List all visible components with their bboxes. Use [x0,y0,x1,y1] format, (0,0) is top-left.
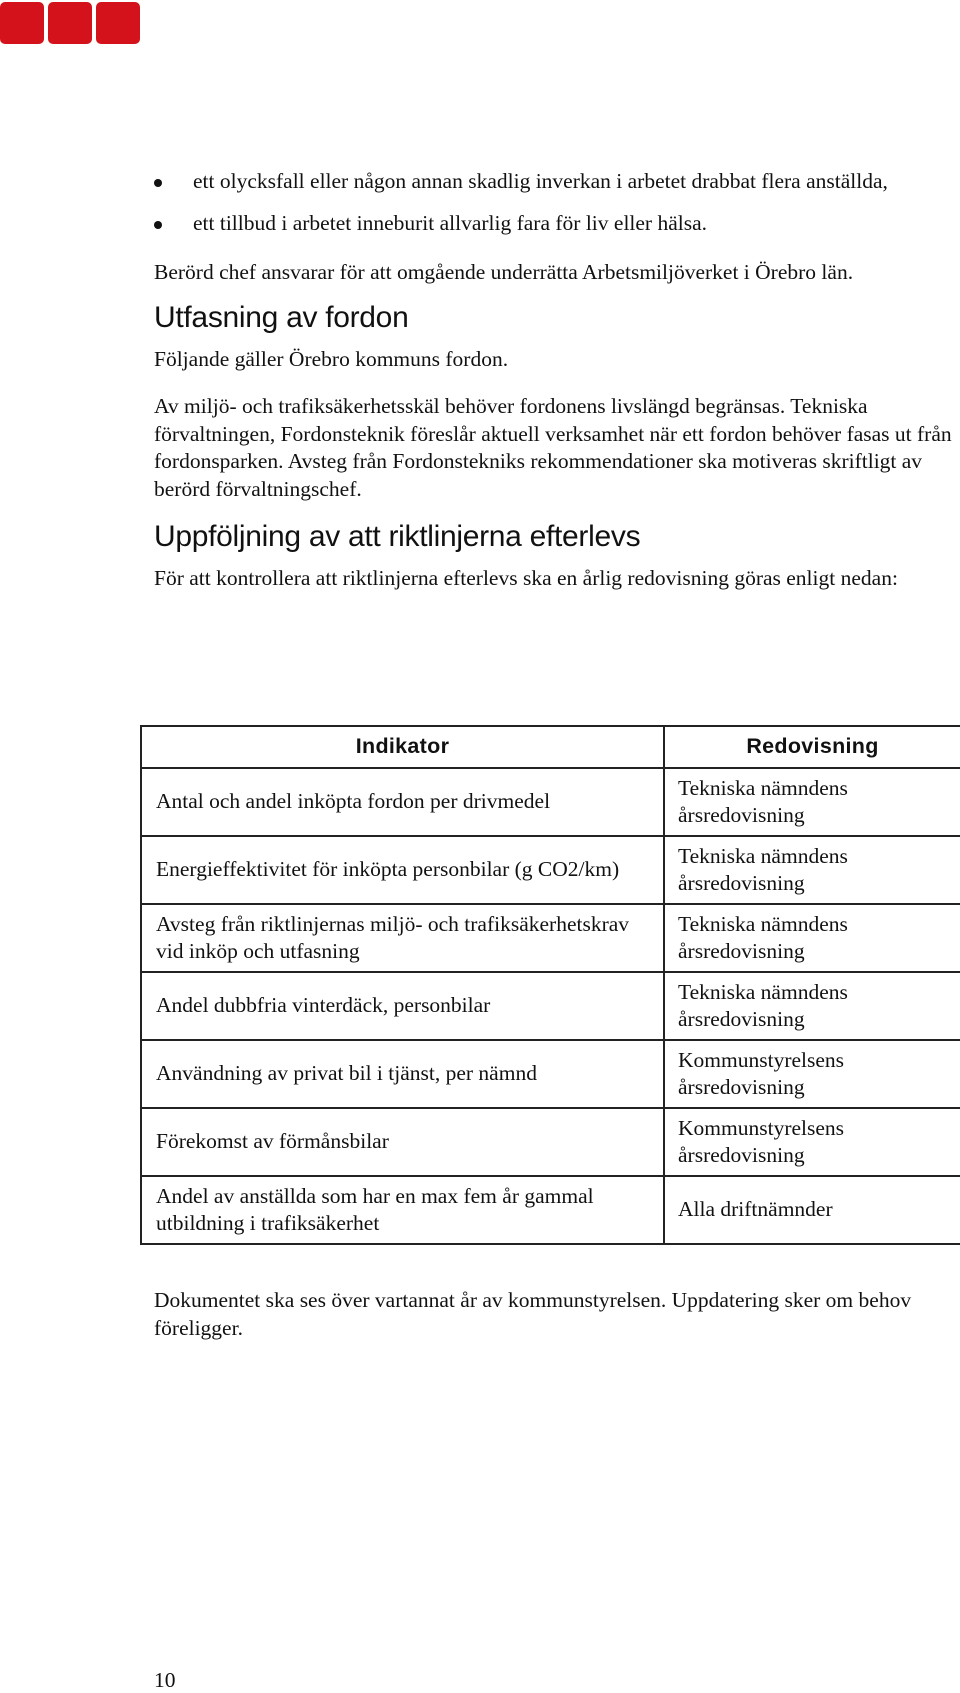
indicator-cell: Förekomst av förmånsbilar [141,1108,664,1176]
table-row [141,1040,960,1108]
closing-paragraph: Dokumentet ska ses över vartannat år av kommunstyrelsen. Uppdatering sker om behov föreligger. [154,1288,912,1340]
followup-intro: För att kontrollera att riktlinjerna efterlevs ska en årlig redovisning göras enligt nedan: [154,566,898,590]
page-content [154,168,954,593]
logo-square [48,2,92,44]
section-heading-followup: Uppföljning av att riktlinjerna efterlevs [154,520,641,553]
bullet-icon [154,221,162,229]
indicator-cell: Avsteg från riktlinjernas miljö- och trafiksäkerhetskrav vid inköp och utfasning [141,904,664,972]
report-cell: Tekniska nämndens årsredovisning [664,904,960,972]
indicator-cell: Användning av privat bil i tjänst, per nämnd [141,1040,664,1108]
report-cell: Tekniska nämndens årsredovisning [664,768,960,836]
report-paragraph: Berörd chef ansvarar för att omgående underrätta Arbetsmiljöverket i Örebro län. [154,260,854,284]
indicator-cell: Andel av anställda som har en max fem år gammal utbildning i trafiksäkerhet [141,1176,664,1244]
bullet-icon [154,179,162,187]
bullet-text: ett tillbud i arbetet inneburit allvarlig fara för liv eller hälsa. [193,210,708,235]
indicator-cell: Energieffektivitet för inköpta personbilar (g CO2/km) [141,836,664,904]
table-row [141,904,960,972]
table-row [141,768,960,836]
report-cell: Alla driftnämnder [664,1176,960,1244]
logo-square [0,2,44,44]
table-row [141,1108,960,1176]
section-heading-phaseout: Utfasning av fordon [154,300,409,334]
indicator-cell: Andel dubbfria vinterdäck, personbilar [141,972,664,1040]
report-cell: Kommunstyrelsens årsredovisning [664,1040,960,1108]
list-item [154,210,954,238]
table-row [141,836,960,904]
table-row [141,972,960,1040]
report-cell: Tekniska nämndens årsredovisning [664,836,960,904]
column-header-indicator: Indikator [141,726,664,768]
bullet-list [154,168,954,237]
bullet-text: ett olycksfall eller någon annan skadlig inverkan i arbetet drabbat flera anställda, [193,169,888,193]
logo-square [96,2,140,44]
indicator-table [140,725,960,1245]
table-header-row [141,726,960,768]
page-number: 10 [154,1668,176,1692]
logo [0,2,140,44]
indicator-cell: Antal och andel inköpta fordon per drivmedel [141,768,664,836]
table-row [141,1176,960,1244]
report-cell: Kommunstyrelsens årsredovisning [664,1108,960,1176]
phaseout-body: Av miljö- och trafiksäkerhetsskäl behöver fordonens livslängd begränsas. Tekniska förvaltningen, Fordonsteknik föreslår aktuell verksamhet när ett fordon behöver fasas ut från fordonsparken. Avsteg från Fordonstekniks rekommendationer ska motiveras skriftligt av berörd förvaltningschef. [154,394,952,501]
column-header-report: Redovisning [664,726,960,768]
phaseout-intro: Följande gäller Örebro kommuns fordon. [154,346,509,371]
list-item [154,168,954,196]
report-cell: Tekniska nämndens årsredovisning [664,972,960,1040]
